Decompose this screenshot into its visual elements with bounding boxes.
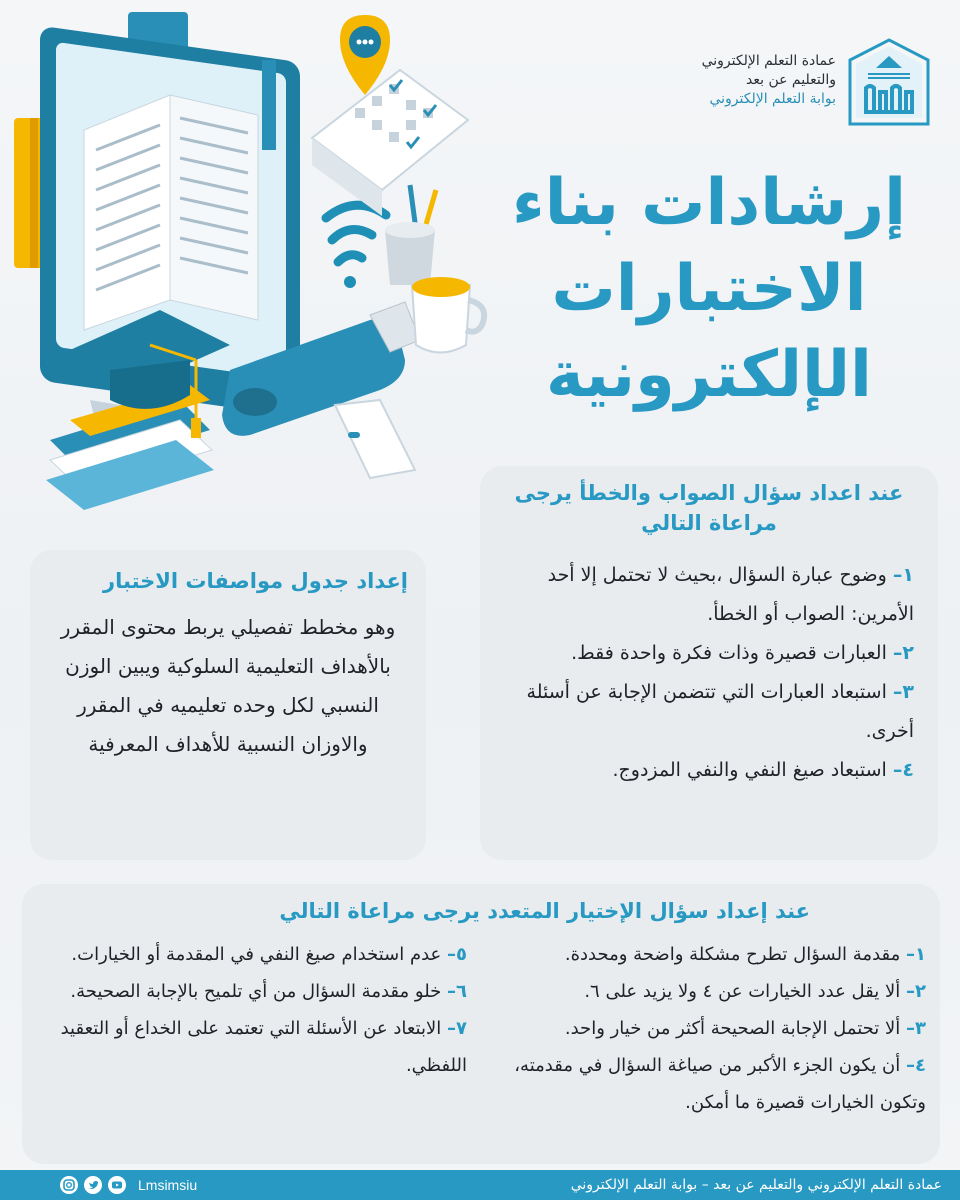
item-number: ٦– [447,981,467,1002]
item-number: ١– [906,944,926,965]
social-handle[interactable]: Lmsimsiu [138,1177,198,1193]
item-number: ٢– [892,642,914,664]
item-text: الابتعاد عن الأسئلة التي تعتمد على الخداع أو التعقيد اللفظي. [60,1018,467,1076]
list-item [498,673,914,751]
phone-icon [335,400,415,478]
multiple-choice-col-left [22,936,481,1121]
list-item [498,751,914,790]
list-item [499,936,926,973]
wifi-icon [326,205,386,288]
portal-line: بوابة التعلم الإلكتروني [709,91,836,107]
social-links [60,1176,197,1194]
item-number: ٤– [906,1055,926,1076]
true-false-heading: عند اعداد سؤال الصواب والخطأ يرجى مراعاة التالي [514,481,904,535]
item-text: عدم استخدام صيغ النفي في المقدمة أو الخيارات. [71,944,447,965]
list-item [499,1047,926,1121]
item-number: ١– [892,564,914,586]
item-text: أن يكون الجزء الأكبر من صياغة السؤال في مقدمته، وتكون الخيارات قصيرة ما أمكن. [514,1055,926,1113]
instagram-icon[interactable] [60,1176,78,1194]
list-item [499,1010,926,1047]
true-false-list [480,556,938,790]
item-text: خلو مقدمة السؤال من أي تلميح بالإجابة الصحيحة. [70,981,447,1002]
item-text: استبعاد العبارات التي تتضمن الإجابة عن أسئلة أخرى. [526,681,914,742]
coffee-cup-icon [412,277,484,353]
list-item [40,936,467,973]
youtube-icon[interactable] [108,1176,126,1194]
institution-line2: والتعليم عن بعد [746,72,836,88]
item-text: مقدمة السؤال تطرح مشكلة واضحة ومحددة. [564,944,906,965]
item-number: ٥– [447,944,467,965]
item-number: ٣– [892,681,914,703]
footer-text: عمادة التعلم الإلكتروني والتعليم عن بعد – بوابة التعلم الإلكتروني [570,1177,942,1193]
item-text: استبعاد صيغ النفي والنفي المزدوج. [612,759,893,781]
multiple-choice-col-right [481,936,940,1121]
title-line2: الاختبارات [551,252,867,326]
page-title [494,160,924,418]
true-false-card [480,466,938,860]
item-number: ٧– [447,1018,467,1039]
list-item [40,1010,467,1084]
spec-table-heading: إعداد جدول مواصفات الاختبار [103,569,408,593]
list-item [498,556,914,634]
university-emblem [848,38,930,126]
institution-line1: عمادة التعلم الإلكتروني [701,53,836,69]
list-item [499,973,926,1010]
pencil-cup-icon [385,185,436,285]
list-item [40,973,467,1010]
item-number: ٤– [892,759,914,781]
institution-header [610,38,930,128]
twitter-icon[interactable] [84,1176,102,1194]
calendar-icon [312,70,468,216]
item-text: العبارات قصيرة وذات فكرة واحدة فقط. [571,642,893,664]
title-line1: إرشادات بناء [511,166,907,240]
education-illustration [0,0,520,540]
footer-bar [0,1170,960,1200]
item-text: وضوح عبارة السؤال ،بحيث لا تحتمل إلا أحد الأمرين: الصواب أو الخطأ. [547,564,914,625]
multiple-choice-heading: عند إعداد سؤال الإختيار المتعدد يرجى مراعاة التالي [279,899,810,923]
spec-table-body: وهو مخطط تفصيلي يربط محتوى المقرر بالأهداف التعليمية السلوكية ويبين الوزن النسبي لكل وحده تعليميه في المقرر والاوزان النسبية للأهداف المعرفية [60,615,396,756]
item-text: ألا يقل عدد الخيارات عن ٤ ولا يزيد على ٦. [584,981,906,1002]
multiple-choice-card [22,884,940,1164]
item-number: ٣– [906,1018,926,1039]
list-item [498,634,914,673]
item-number: ٢– [906,981,926,1002]
spec-table-card [30,550,426,860]
title-line3: الإلكترونية [546,338,872,412]
item-text: ألا تحتمل الإجابة الصحيحة أكثر من خيار واحد. [564,1018,906,1039]
